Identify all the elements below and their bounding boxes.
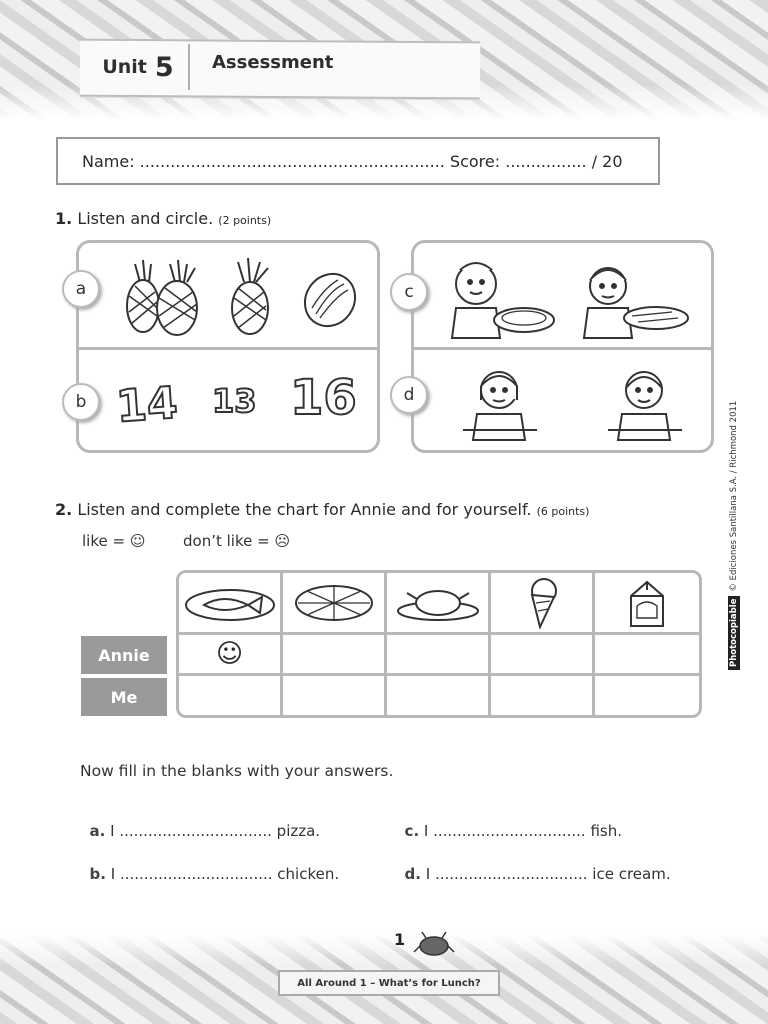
melon-picture[interactable] xyxy=(300,270,360,330)
chicken-icon xyxy=(395,583,481,623)
name-label: Name: xyxy=(82,151,135,171)
food-header-milk xyxy=(595,573,699,635)
page-number: 1 xyxy=(394,930,406,949)
exercise1-instruction: Listen and circle. xyxy=(77,209,214,228)
score-field[interactable]: ................ xyxy=(500,151,587,171)
number-option-13[interactable]: 13 xyxy=(212,382,257,420)
option-bubble-d[interactable]: d xyxy=(390,376,428,414)
fill-in-item-c[interactable] xyxy=(395,804,622,840)
fill-in-item-a[interactable] xyxy=(80,804,320,840)
row-label-annie: Annie xyxy=(81,636,167,674)
name-score-box xyxy=(56,137,660,185)
panel-divider xyxy=(79,347,377,350)
exercise2-instruction: Listen and complete the chart for Annie and for yourself. xyxy=(77,500,532,519)
boy-with-pizza-picture[interactable] xyxy=(438,254,558,340)
ice-cream-icon xyxy=(522,577,562,629)
unit-label xyxy=(88,44,190,90)
annie-cell-fish[interactable] xyxy=(179,635,283,676)
fill-in-text-b[interactable]: I ................................ chicken. xyxy=(105,865,340,883)
exercise1-number: 1. xyxy=(55,209,73,228)
fish-icon xyxy=(184,583,276,623)
exercise2-heading xyxy=(55,500,589,519)
legend-like: like = ☺ xyxy=(82,532,146,550)
food-header-ice-cream xyxy=(491,573,595,635)
number-option-16[interactable]: 16 xyxy=(290,370,357,426)
smiley-face-icon: ☺ xyxy=(215,639,244,669)
score-label: Score: xyxy=(444,151,501,171)
me-cell-pizza[interactable] xyxy=(283,676,387,715)
fill-in-letter-b: b. xyxy=(89,865,106,883)
numbers-picture[interactable] xyxy=(112,362,372,434)
milk-carton-icon xyxy=(625,578,669,628)
side-credit xyxy=(728,400,748,670)
fill-in-letter-d: d. xyxy=(404,865,421,883)
annie-cell-chicken[interactable] xyxy=(387,635,491,676)
fill-in-item-d[interactable] xyxy=(395,847,671,883)
score-total: / 20 xyxy=(586,151,623,171)
exercise2-number: 2. xyxy=(55,500,73,519)
legend-dislike: don’t like = ☹ xyxy=(183,532,291,550)
me-cell-ice-cream[interactable] xyxy=(491,676,595,715)
annie-cell-pizza[interactable] xyxy=(283,635,387,676)
fill-in-text-d[interactable]: I ................................ ice cream. xyxy=(420,865,671,883)
pineapples-picture[interactable] xyxy=(115,254,210,336)
girl-eating-picture-1[interactable] xyxy=(455,360,545,444)
name-field[interactable]: ............................................................ xyxy=(134,151,445,171)
me-cell-milk[interactable] xyxy=(595,676,699,715)
footer-title: All Around 1 – What’s for Lunch? xyxy=(278,970,500,996)
girl-with-pizza-picture[interactable] xyxy=(572,254,692,340)
fill-in-text-c[interactable]: I ................................ fish. xyxy=(419,822,622,840)
me-cell-fish[interactable] xyxy=(179,676,283,715)
food-header-fish xyxy=(179,573,283,635)
fill-in-letter-c: c. xyxy=(404,822,420,840)
fill-in-instruction: Now fill in the blanks with your answers. xyxy=(80,762,394,780)
annie-cell-ice-cream[interactable] xyxy=(491,635,595,676)
page-title: Assessment xyxy=(212,52,334,73)
unit-word: Unit xyxy=(102,56,147,78)
exercise2-points: (6 points) xyxy=(536,505,590,518)
option-bubble-a[interactable]: a xyxy=(62,270,100,308)
option-bubble-b[interactable]: b xyxy=(62,383,100,421)
exercise1-heading xyxy=(55,209,271,228)
photocopiable-tag: Photocopiable xyxy=(728,596,740,670)
food-header-chicken xyxy=(387,573,491,635)
annie-cell-milk[interactable] xyxy=(595,635,699,676)
fill-in-letter-a: a. xyxy=(89,822,106,840)
row-label-me: Me xyxy=(81,678,167,716)
food-header-pizza xyxy=(283,573,387,635)
option-bubble-c[interactable]: c xyxy=(390,273,428,311)
girl-eating-picture-2[interactable] xyxy=(600,360,690,444)
pineapple-picture[interactable] xyxy=(222,254,278,336)
food-chart xyxy=(176,570,702,718)
beetle-icon xyxy=(412,930,456,958)
exercise1-points: (2 points) xyxy=(218,214,272,227)
copyright-text: © Ediciones Santillana S.A. / Richmond 2011 xyxy=(729,400,739,592)
pizza-icon xyxy=(293,583,375,623)
number-option-14[interactable]: 14 xyxy=(114,377,180,433)
unit-number: 5 xyxy=(154,51,174,83)
panel-divider xyxy=(414,347,711,350)
fill-in-item-b[interactable] xyxy=(80,847,339,883)
me-cell-chicken[interactable] xyxy=(387,676,491,715)
fill-in-text-a[interactable]: I ................................ pizza. xyxy=(105,822,321,840)
